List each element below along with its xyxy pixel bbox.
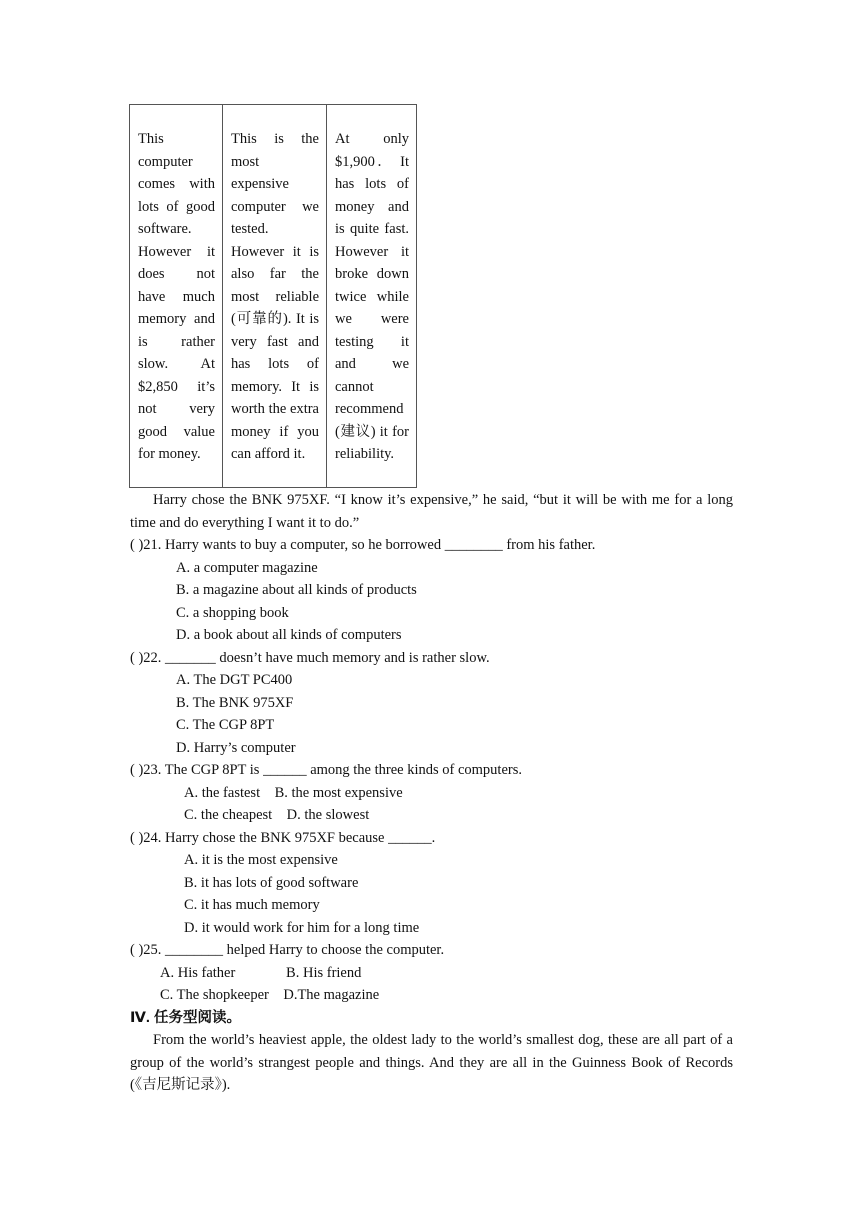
question-22-option-b: B. The BNK 975XF bbox=[176, 695, 294, 711]
question-21-option-c: C. a shopping book bbox=[176, 605, 289, 621]
question-22-stem: ( )22. _______ doesn’t have much memory and is rather slow. bbox=[130, 650, 490, 666]
question-22-option-a: A. The DGT PC400 bbox=[176, 672, 293, 688]
question-21-option-d: D. a book about all kinds of computers bbox=[176, 627, 402, 643]
final-paragraph: From the world’s heaviest apple, the oldest lady to the world’s smallest dog, these are all part of a group of the world’s strangest people and things. And they are all in the Guinness Book of Records (《吉尼斯记录》). bbox=[130, 1032, 733, 1093]
question-23-options-ab: A. the fastest B. the most expensive bbox=[184, 785, 403, 801]
question-25-options-ab: A. His father B. His friend bbox=[160, 965, 362, 981]
question-22-option-d: D. Harry’s computer bbox=[176, 740, 296, 756]
question-24-option-b: B. it has lots of good software bbox=[184, 875, 359, 891]
question-24-option-c: C. it has much memory bbox=[184, 897, 320, 913]
question-25-options-cd: C. The shopkeeper D.The magazine bbox=[160, 987, 380, 1003]
comparison-table bbox=[129, 104, 417, 488]
question-21-stem: ( )21. Harry wants to buy a computer, so he borrowed ________ from his father. bbox=[130, 537, 596, 553]
question-23-stem: ( )23. The CGP 8PT is ______ among the three kinds of computers. bbox=[130, 762, 522, 778]
table-cell-1: This computer comes with lots of good software. However it does not have much memory and is rather slow. At $2,850 it’s not very good value for money. bbox=[138, 131, 215, 462]
question-23-options-cd: C. the cheapest D. the slowest bbox=[184, 807, 370, 823]
question-21-option-b: B. a magazine about all kinds of products bbox=[176, 582, 417, 598]
question-22-option-c: C. The CGP 8PT bbox=[176, 717, 275, 733]
table-cell-3: At only $1,900． It has lots of money and is quite fast. However it broke down twice while we were testing it and we cannot recommend (建议) it for reliability. bbox=[326, 105, 416, 487]
intro-paragraph: Harry chose the BNK 975XF. “I know it’s expensive,” he said, “but it will be with me for a long time and do everything I want it to do.” bbox=[130, 492, 733, 531]
question-25-stem: ( )25. ________ helped Harry to choose the computer. bbox=[130, 942, 445, 958]
question-21-option-a: A. a computer magazine bbox=[176, 560, 318, 576]
question-24-option-d: D. it would work for him for a long time bbox=[184, 920, 420, 936]
section-heading: Ⅳ. 任务型阅读。 bbox=[130, 1010, 241, 1026]
question-24-stem: ( )24. Harry chose the BNK 975XF because ______. bbox=[130, 830, 436, 846]
table-cell-2: This is the most expensive computer we tested. However it is also far the most reliable (可靠的). It is very fast and has lots of memory. It is worth the extra money if you can afford it. bbox=[222, 105, 326, 487]
question-24-option-a: A. it is the most expensive bbox=[184, 852, 338, 868]
